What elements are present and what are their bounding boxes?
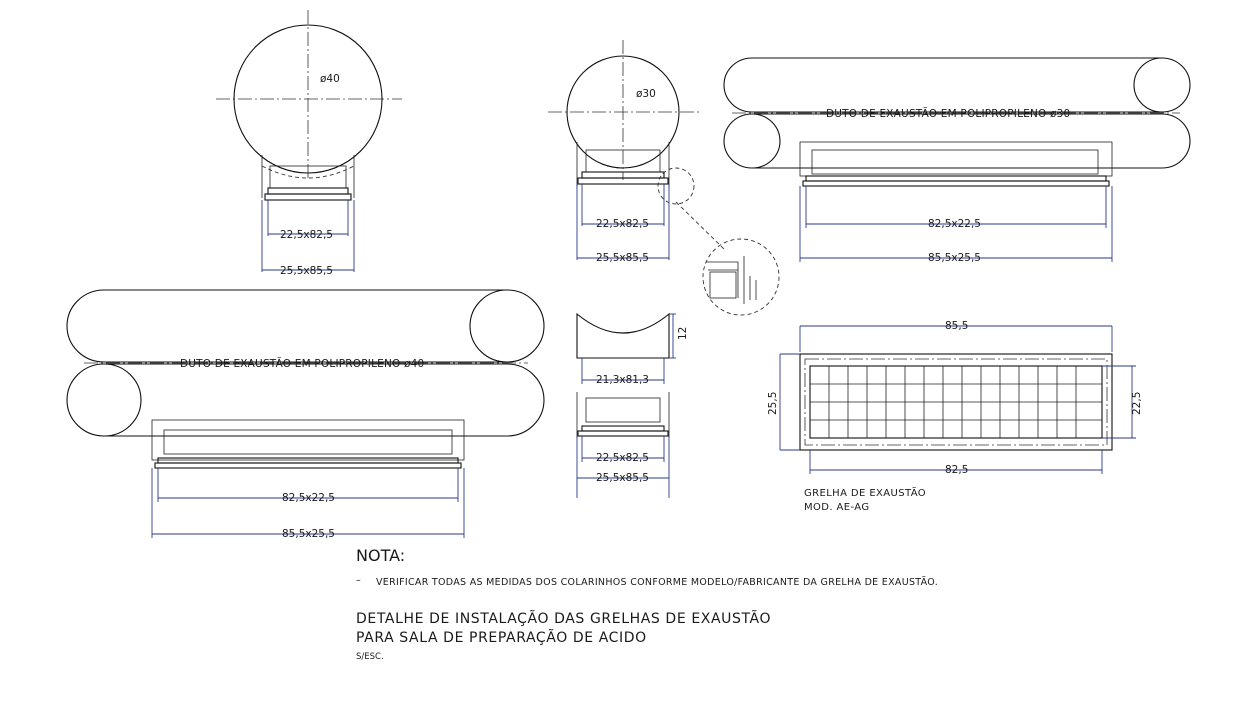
collar-height-dim: 12 <box>677 326 689 340</box>
grille-label-2: MOD. AE-AG <box>804 502 870 513</box>
title-line-1: DETALHE DE INSTALAÇÃO DAS GRELHAS DE EXAUSTÃO <box>356 611 772 627</box>
collar-width-dim: 21,3x81,3 <box>596 374 649 386</box>
round30-side-inner-dim: 82,5x22,5 <box>928 218 981 230</box>
round30-duct-label: DUTO DE EXAUSTÃO EM POLIPROPILENO ø30 <box>826 108 1071 120</box>
round40-end-outer-dim: 25,5x85,5 <box>280 265 333 277</box>
round30-end-inner-dim: 22,5x82,5 <box>596 218 649 230</box>
note-item-1: VERIFICAR TODAS AS MEDIDAS DOS COLARINHOS CONFORME MODELO/FABRICANTE DA GRELHA DE EXAUSTÃO. <box>376 577 939 588</box>
scale-label: S/ESC. <box>356 652 384 662</box>
round40-diameter-label: ø40 <box>320 73 340 85</box>
grille-front-view <box>780 326 1136 474</box>
note-bullet: – <box>356 575 362 586</box>
round40-end-inner-dim: 22,5x82,5 <box>280 229 333 241</box>
round40-duct-label: DUTO DE EXAUSTÃO EM POLIPROPILENO ø40 <box>180 358 425 370</box>
note-heading: NOTA: <box>356 546 406 565</box>
round40-side-inner-dim: 82,5x22,5 <box>282 492 335 504</box>
collar-inner-dim: 22,5x82,5 <box>596 452 649 464</box>
collar-outer-dim: 25,5x85,5 <box>596 472 649 484</box>
round30-end-view <box>548 40 779 315</box>
collar-detail-view <box>577 314 676 498</box>
title-line-2: PARA SALA DE PREPARAÇÃO DE ACIDO <box>356 630 647 646</box>
round40-side-outer-dim: 85,5x25,5 <box>282 528 335 540</box>
grille-label-1: GRELHA DE EXAUSTÃO <box>804 488 927 499</box>
grille-left-dim: 25,5 <box>767 391 779 415</box>
round30-diameter-label: ø30 <box>636 88 656 100</box>
round30-side-outer-dim: 85,5x25,5 <box>928 252 981 264</box>
round30-side-view <box>724 58 1190 262</box>
grille-right-dim: 22,5 <box>1131 391 1143 415</box>
round30-end-outer-dim: 25,5x85,5 <box>596 252 649 264</box>
grille-top-dim: 85,5 <box>945 320 969 332</box>
grille-bottom-dim: 82,5 <box>945 464 969 476</box>
